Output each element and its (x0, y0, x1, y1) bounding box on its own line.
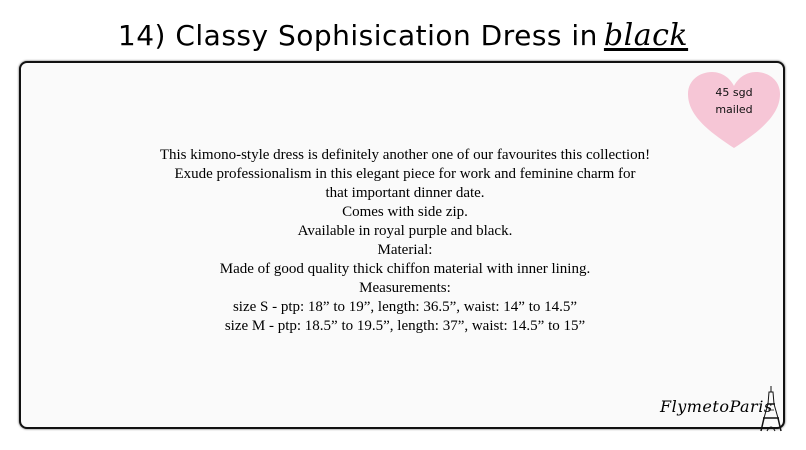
price-badge (686, 70, 782, 150)
brand-signature: FlymetoParis (660, 397, 773, 416)
description-line: size S - ptp: 18” to 19”, length: 36.5”, waist: 14” to 14.5” (232, 299, 578, 315)
description-line: Comes with side zip. (342, 204, 468, 220)
price-text (686, 84, 782, 118)
description-line: size M - ptp: 18.5” to 19.5”, length: 37”, waist: 14.5” to 15” (224, 318, 586, 334)
product-description (60, 146, 750, 336)
price-amount: 45 sgd (715, 86, 753, 99)
description-line: Made of good quality thick chiffon material with inner lining. (219, 261, 591, 277)
description-line: This kimono-style dress is definitely another one of our favourites this collection! (159, 147, 651, 163)
title-color-word: black (603, 18, 689, 53)
description-line: Measurements: (359, 280, 451, 296)
eiffel-tower-icon (760, 386, 782, 432)
description-line: Material: (377, 242, 433, 258)
price-shipping: mailed (715, 103, 753, 116)
description-line: that important dinner date. (325, 185, 485, 201)
title-main: 14) Classy Sophisication Dress in (117, 19, 598, 52)
description-line: Available in royal purple and black. (297, 223, 513, 239)
page-title (0, 18, 806, 53)
description-line: Exude professionalism in this elegant piece for work and feminine charm for (174, 166, 636, 182)
